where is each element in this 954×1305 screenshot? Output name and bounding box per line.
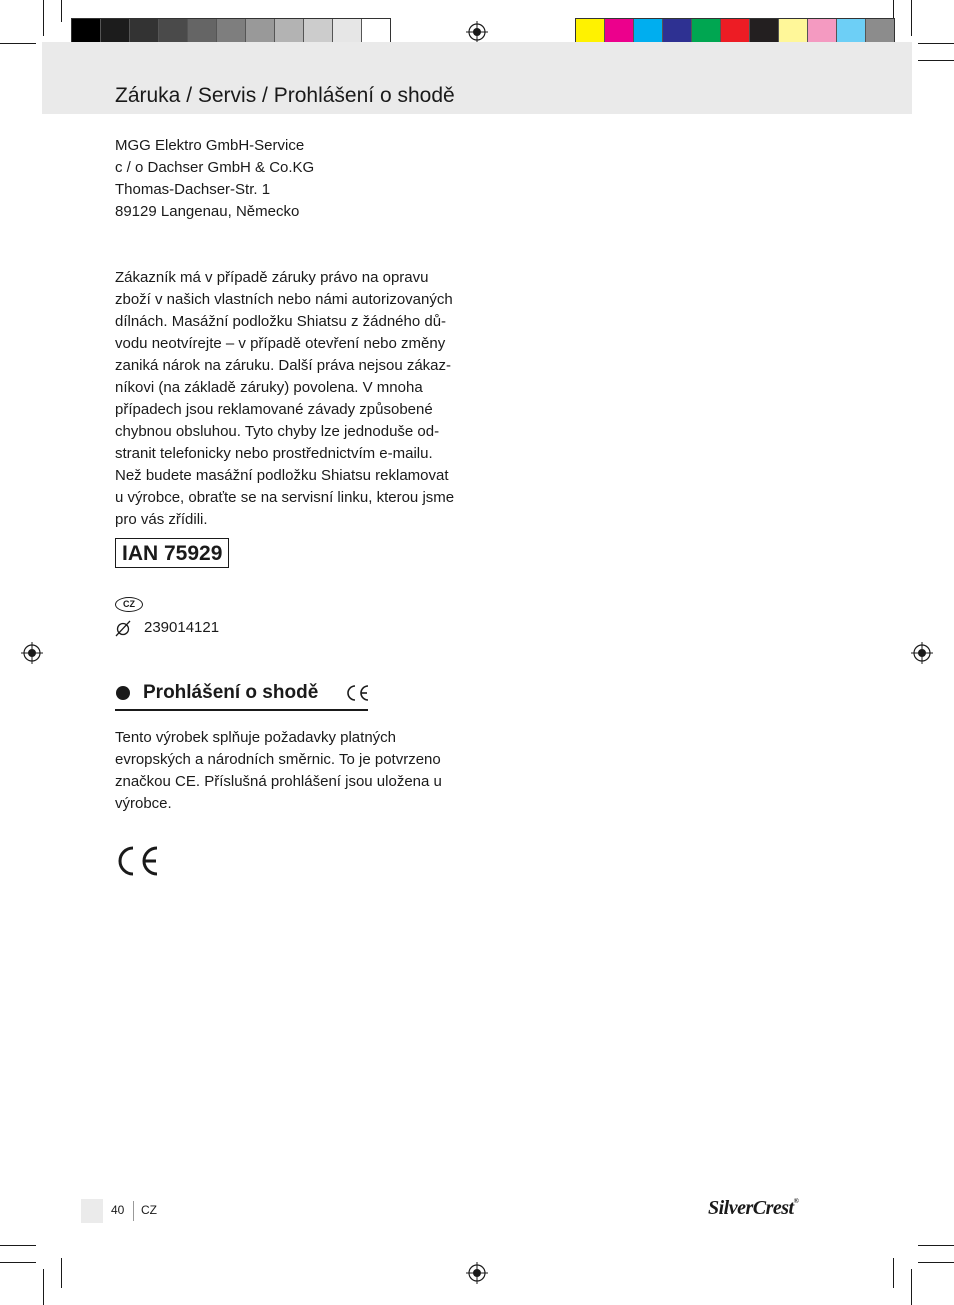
registered-trademark: ® <box>793 1197 799 1205</box>
conformity-paragraph: Tento výrobek splňuje požadavky platných evropských a národních směrnic. To je potvrzeno značkou CE. Příslušná prohlášení jsou uložena u výrobce. <box>115 729 442 812</box>
page-number: 40 <box>111 1203 125 1217</box>
service-address: MGG Elektro GmbH-Service c / o Dachser GmbH & Co.KG Thomas-Dachser-Str. 1 89129 Langenau, Německo <box>115 137 315 220</box>
section-bullet-icon <box>116 686 130 700</box>
brand-logo <box>708 1197 798 1220</box>
ian-number-box: IAN 75929 <box>115 538 229 568</box>
ce-mark-icon <box>344 683 370 703</box>
crop-mark <box>918 1262 954 1263</box>
phone-icon <box>115 619 131 637</box>
warranty-paragraph: Zákazník má v případě záruky právo na opravu zboží v našich vlastních nebo námi autorizovaných dílnách. Masážní podložku Shiatsu z žádného dů- vodu neotvírejte – v případě otevření nebo změny zaniká nárok na záruku. Další práva nejsou zákaz- níkovi (na základě záruky) povolena. V mnoha případech jsou reklamované závady způsobené chybnou obsluhou. Tyto chyby lze jednoduše od- stranit telefonicky nebo prostřednictvím e-mailu. Než budete masážní podložku Shiatsu reklamovat u výrobce, obraťte se na servisní linku, kterou jsme pro vás zřídili. <box>115 269 455 528</box>
crop-mark <box>911 1269 912 1305</box>
crop-mark <box>61 1258 62 1288</box>
registration-mark-icon <box>21 642 43 664</box>
crop-mark <box>918 1245 954 1246</box>
footer-divider <box>133 1201 134 1221</box>
crop-mark <box>918 43 954 44</box>
crop-mark <box>43 0 44 36</box>
crop-mark <box>893 1258 894 1288</box>
registration-mark-icon <box>466 21 488 43</box>
crop-mark <box>0 1245 36 1246</box>
ce-mark-icon <box>114 844 160 878</box>
brand-logo-text: SilverCrest <box>708 1197 794 1219</box>
registration-mark-icon <box>911 642 933 664</box>
crop-mark <box>61 0 62 22</box>
page-title: Záruka / Servis / Prohlášení o shodě <box>115 84 455 107</box>
crop-mark <box>0 1262 36 1263</box>
hotline-phone-number: 239014121 <box>144 619 220 636</box>
crop-mark <box>918 60 954 61</box>
section-underline <box>115 709 368 711</box>
crop-mark <box>43 1269 44 1305</box>
footer-language: CZ <box>141 1203 157 1217</box>
crop-mark <box>0 43 36 44</box>
registration-mark-icon <box>466 1262 488 1284</box>
section-heading: Prohlášení o shodě <box>143 682 319 703</box>
crop-mark <box>911 0 912 36</box>
page-tab-marker <box>81 1199 103 1223</box>
country-code-badge: CZ <box>115 597 143 612</box>
